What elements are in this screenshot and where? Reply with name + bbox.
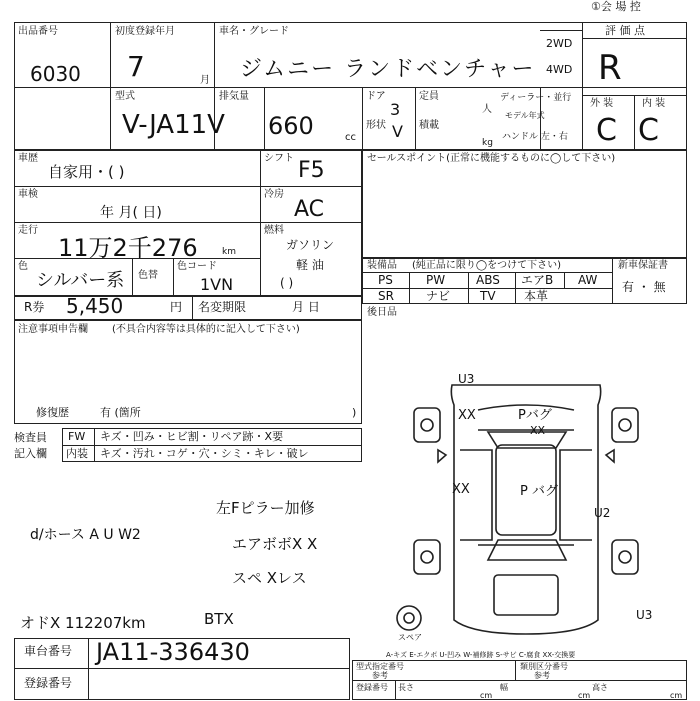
ref-label-1: 参考	[372, 671, 388, 680]
mileage-label: 走行	[18, 225, 38, 236]
comment-line-4: スペ Xレス	[232, 569, 307, 587]
lot-label: 出品番号	[18, 26, 58, 37]
kg-unit: kg	[482, 138, 493, 148]
warranty-value: 有 ・ 無	[622, 280, 666, 294]
lot-number: 6030	[30, 62, 81, 86]
fw-label: FW	[68, 430, 86, 443]
drive-4wd: 4WD	[546, 63, 573, 76]
model-year-label: モデル年式	[505, 111, 545, 120]
displacement-value: 660	[268, 112, 314, 140]
exterior-label: 外 装	[590, 98, 614, 109]
fuel-value: ガソリン	[286, 238, 335, 252]
dealer-label: ディーラー・並行	[500, 93, 572, 103]
fuel-label: 燃料	[264, 225, 284, 236]
equip-pw: PW	[426, 273, 446, 287]
car-name-label: 車名・グレード	[219, 26, 289, 37]
doors-value: 3	[390, 100, 401, 119]
car-name-value: ジムニー ランドベンチャー	[240, 57, 536, 82]
displacement-label: 排気量	[219, 91, 249, 102]
inspection-value: 年 月( 日)	[100, 205, 162, 221]
ref-label-2: 参考	[534, 671, 550, 680]
equip-tv: TV	[480, 289, 496, 303]
capacity-label: 定員	[419, 91, 439, 102]
load-label: 積載	[419, 120, 439, 131]
diagram-mark-xx-front: XX	[458, 408, 476, 423]
interior-row-label: 内装	[66, 447, 88, 460]
entry-label: 記入欄	[14, 447, 47, 460]
mileage-value: 11万2千276	[58, 234, 198, 262]
model-value: V-JA11V	[122, 110, 225, 140]
height-label: 高さ	[592, 683, 608, 692]
registration-label: 登録番号	[24, 676, 73, 690]
interior-label: 内 装	[642, 98, 666, 109]
history-value: 自家用・( )	[48, 163, 125, 181]
r-label: R券	[24, 300, 45, 314]
shape-value: V	[392, 122, 403, 141]
type-designation-label: 型式指定番号	[356, 662, 404, 671]
comment-line-3: エアボボX X	[232, 535, 318, 553]
diagram-mark-p-front: Pバグ	[518, 408, 552, 423]
width-cm: cm	[578, 691, 591, 700]
equipment-label: 装備品	[367, 260, 397, 271]
inspection-label: 車検	[18, 189, 38, 200]
color-code-value: 1VN	[200, 275, 234, 294]
repair-label: 修復歴	[36, 406, 69, 419]
equip-sr: SR	[378, 289, 394, 303]
diagram-mark-xx-side: XX	[452, 482, 470, 497]
chassis-label: 車台番号	[24, 644, 73, 658]
equip-navi: ナビ	[426, 289, 451, 303]
diagram-mark-p-roof: P バグ	[520, 484, 558, 499]
caution-label: 注意事項申告欄	[18, 324, 88, 335]
exterior-value: C	[596, 113, 617, 148]
color-value: シルバー系	[36, 270, 125, 291]
comment-line-2: d/ホース A U W2	[30, 527, 141, 543]
equip-aw: AW	[578, 273, 598, 287]
diagram-mark-u2: U2	[594, 506, 611, 520]
month-unit: 月	[200, 75, 210, 86]
diagram-mark-u3-top: U3	[458, 372, 475, 386]
capacity-unit: 人	[482, 104, 492, 115]
r-value: 5,450	[66, 294, 124, 318]
registered-number-label: 登録番号	[356, 683, 388, 692]
width-label: 幅	[500, 683, 508, 692]
color-label: 色	[18, 261, 28, 272]
category-label: 類別区分番号	[520, 662, 568, 671]
spare-label: スペア	[398, 633, 422, 642]
ac-label: 冷房	[264, 189, 284, 200]
drive-2wd: 2WD	[546, 37, 573, 50]
history-label: 車歴	[18, 153, 38, 164]
chassis-value: JA11-336430	[96, 638, 250, 666]
sales-frame	[362, 150, 687, 258]
rear-seat-label: 後日品	[367, 307, 397, 318]
light-oil-paren: ( )	[280, 276, 294, 290]
inspector-label: 検査員	[14, 431, 47, 444]
comment-line-1: 左Fピラー加修	[216, 499, 315, 517]
interior-value: C	[638, 113, 659, 148]
height-cm: cm	[670, 691, 683, 700]
yen-unit: 円	[170, 300, 183, 314]
auction-site-label: ①会 場 控	[591, 0, 641, 13]
model-label: 型式	[115, 91, 135, 102]
shift-value: F5	[298, 158, 325, 183]
equip-ps: PS	[378, 273, 393, 287]
score-value: R	[598, 48, 622, 88]
deadline-label: 名変期限	[198, 300, 247, 314]
equip-abs: ABS	[476, 273, 500, 287]
shape-label: 形状	[366, 120, 386, 131]
ac-value: AC	[294, 197, 325, 222]
btx-note: BTX	[204, 610, 234, 628]
sales-point-label: セールスポイント(正常に機能するものに◯して下さい)	[367, 153, 616, 164]
km-unit: km	[222, 247, 236, 257]
deadline-value: 月 日	[292, 300, 320, 314]
cc-unit: cc	[345, 132, 356, 143]
color-change-label: 色替	[138, 270, 158, 281]
header-frame	[14, 22, 687, 150]
interior-items: キズ・汚れ・コゲ・穴・シミ・キレ・破レ	[100, 447, 309, 460]
fw-items: キズ・凹み・ヒビ割・リペア跡・X要	[100, 430, 284, 443]
handle-label: ハンドル 左・右	[502, 132, 568, 142]
damage-legend: A-キズ E-エクボ U-凹み W-補修跡 S-サビ C-腐食 XX-交換要	[386, 651, 576, 659]
length-cm: cm	[480, 691, 493, 700]
equipment-hint: (純正品に限り◯をつけて下さい)	[412, 260, 561, 271]
first-registration-value: 7	[127, 50, 145, 83]
shift-label: シフト	[264, 153, 294, 164]
equip-airbag: エアB	[521, 273, 554, 287]
doors-label: ドア	[366, 91, 386, 102]
length-label: 長さ	[398, 683, 414, 692]
equip-leather: 本革	[524, 289, 549, 303]
first-registration-label: 初度登録年月	[115, 26, 175, 37]
diagram-mark-u3-rear: U3	[636, 608, 653, 622]
repair-value: 有 (箇所	[100, 406, 141, 419]
repair-close: )	[352, 406, 357, 419]
diagram-mark-xx-hood: XX	[530, 424, 546, 437]
color-code-label: 色コード	[177, 261, 217, 272]
caution-hint: (不具合内容等は具体的に記入して下さい)	[112, 324, 300, 335]
warranty-label: 新車保証書	[618, 260, 668, 271]
odo-note: オドX 112207km	[20, 614, 146, 632]
score-label: 評 価 点	[605, 24, 645, 37]
light-oil-label: 軽 油	[296, 258, 324, 272]
